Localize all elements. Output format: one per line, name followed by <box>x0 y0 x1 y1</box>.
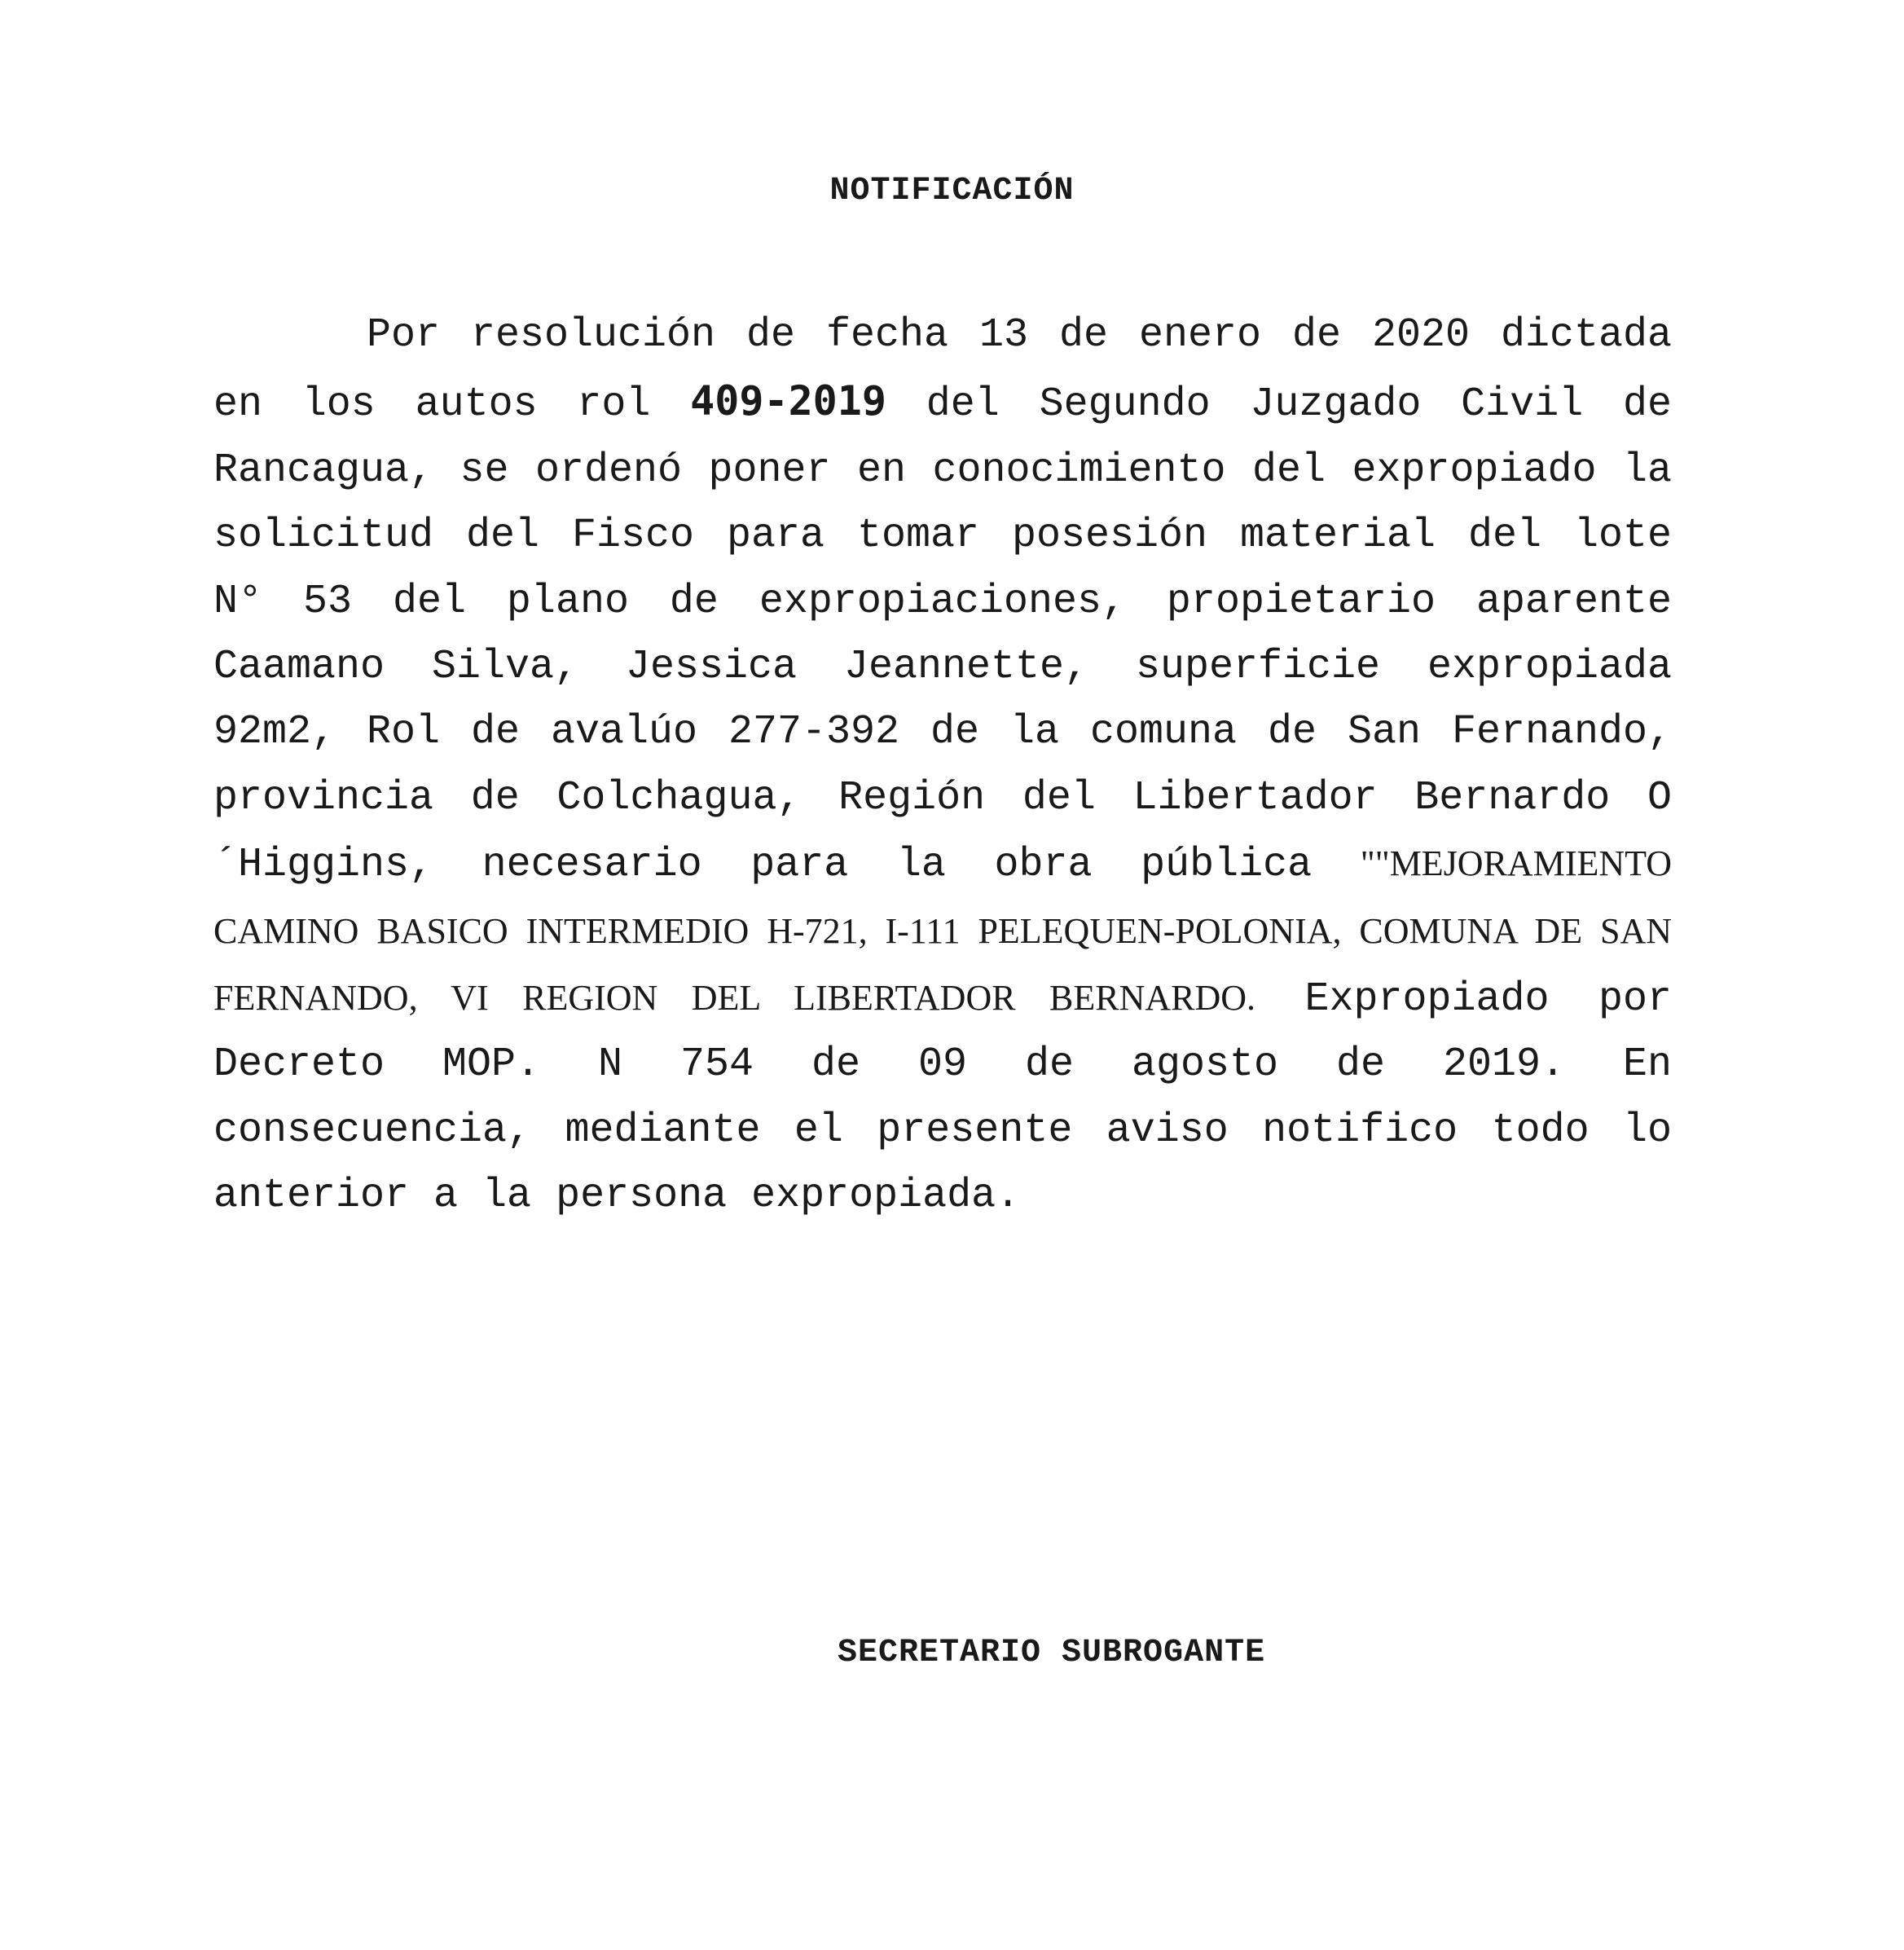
body-text-part-3: Expropiado por Decreto MOP. N 754 de 09 de agosto de 2019. En consecuencia, mediante el presente aviso notifico todo lo anterior a la persona expropiada. <box>213 976 1673 1220</box>
notification-body <box>213 303 1672 1230</box>
rol-number: 409-2019 <box>690 377 886 425</box>
body-text-part-2: del Segundo Juzgado Civil de Rancagua, se ordenó poner en conocimiento del expropiado la solicitud del Fisco para tomar posesión material del lote N° 53 del plano de expropiaciones, propietario aparente Caamano Silva, Jessica Jeannette, superficie expropiada 92m2, Rol de avalúo 277-392 de la comuna de San Fernando, provincia de Colchagua, Región del Libertador Bernardo O´Higgins, necesario para la obra pública <box>213 381 1672 889</box>
signature-label: SECRETARIO SUBROGANTE <box>838 1635 1266 1671</box>
body-text-part-1: Por resolución de fecha 13 de enero de 2020 dictada en los autos rol <box>213 312 1672 429</box>
obra-name: ""MEJORAMIENTO CAMINO BASICO INTERMEDIO H-721, I-111 PELEQUEN-POLONIA, COMUNA DE SAN FERNANDO, VI REGION DEL LIBERTADOR BERNARDO. <box>213 843 1672 1019</box>
document-title: NOTIFICACIÓN <box>829 173 1075 209</box>
